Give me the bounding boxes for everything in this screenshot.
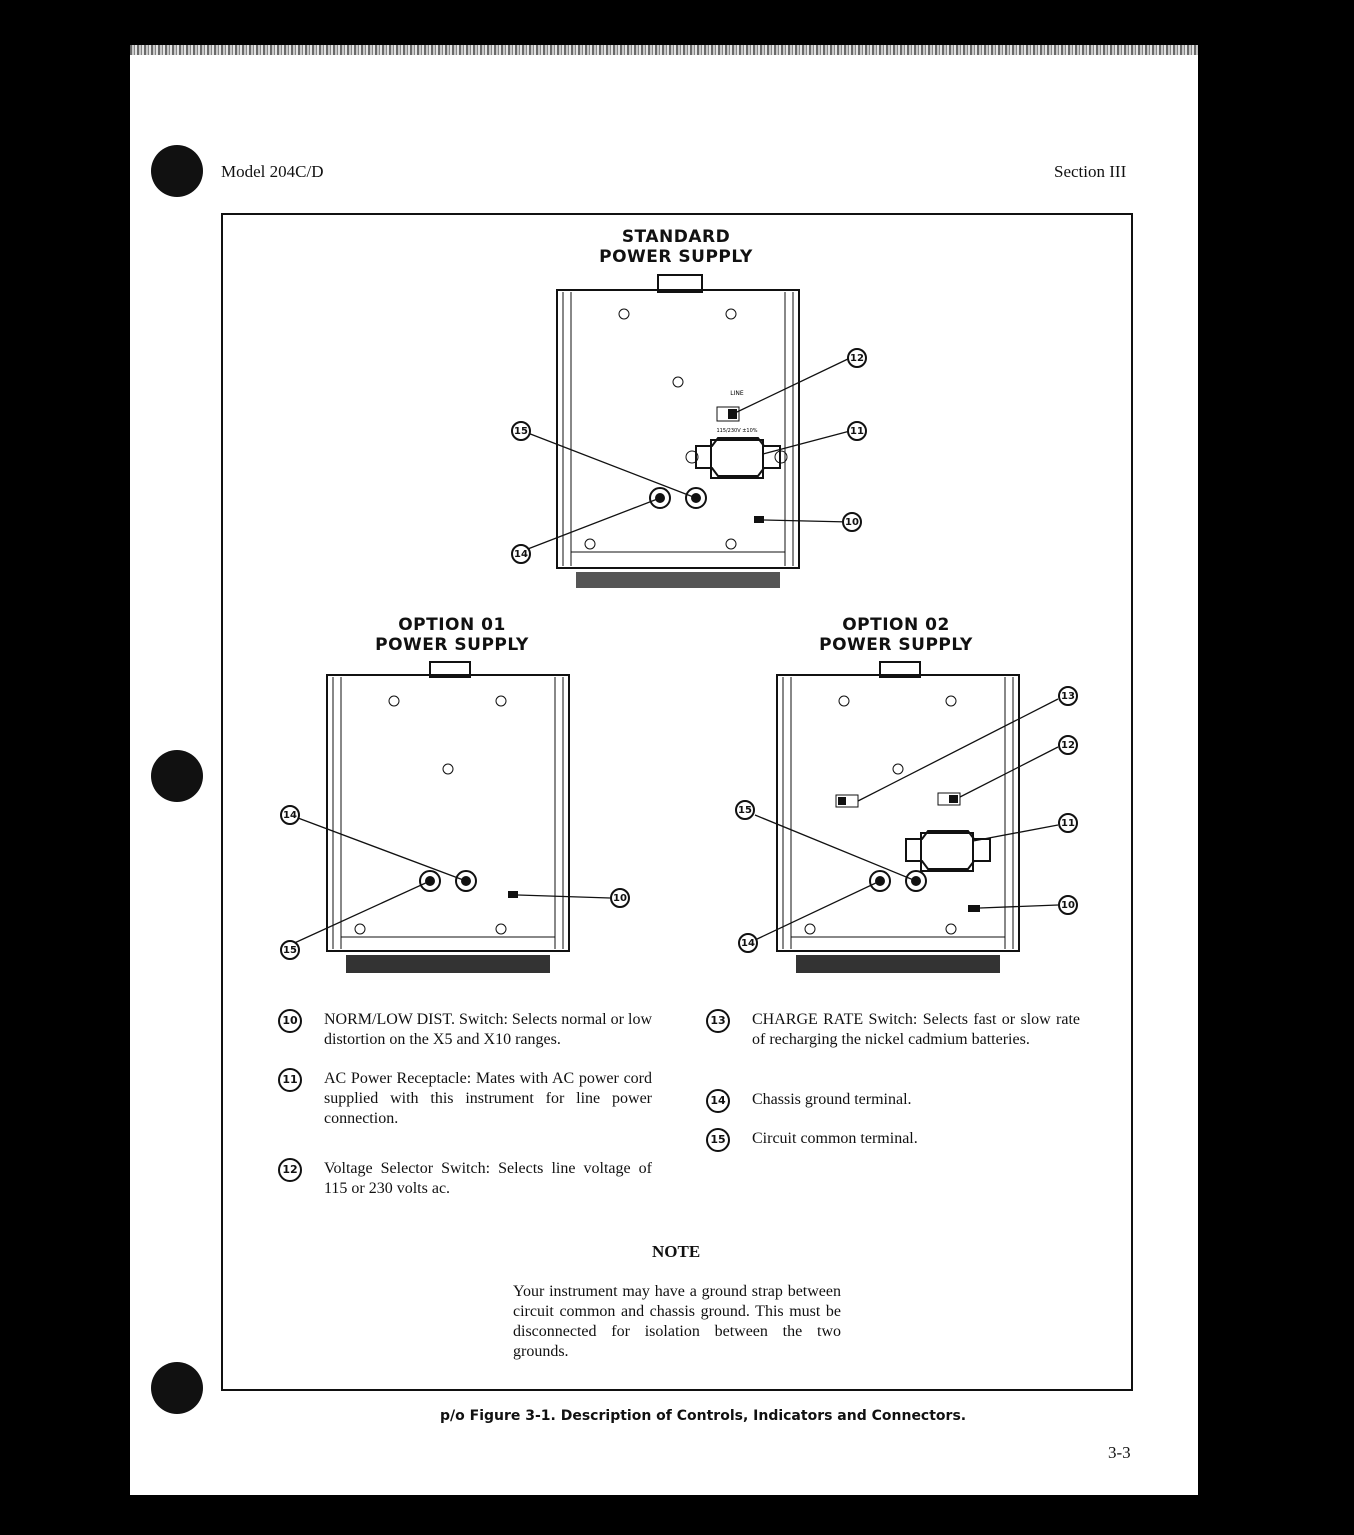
header-model: Model 204C/D [221,162,324,181]
figure-caption: p/o Figure 3-1. Description of Controls, Indicators and Connectors. [440,1408,967,1424]
scan-edge [130,45,1198,55]
description-number: 11 [278,1068,302,1092]
description-text: Circuit common terminal. [752,1130,918,1147]
binder-hole [151,145,203,197]
description-14 [710,1090,1080,1110]
note-text: Your instrument may have a ground strap between circuit common and chassis ground. This must be disconnected for isolation between the two grounds. [513,1283,841,1360]
description-10 [282,1010,652,1050]
standard-callout-15: 15 [511,421,531,441]
page-number: 3-3 [1108,1443,1131,1462]
svg-text:115/230V ±10%: 115/230V ±10% [716,428,758,434]
description-text: Chassis ground terminal. [752,1091,912,1108]
header-section: Section III [1054,162,1127,181]
standard-callout-12: 12 [847,348,867,368]
option01-unit-illustration [270,655,650,985]
description-number: 12 [278,1158,302,1182]
option02-callout-10: 10 [1058,895,1078,915]
option01-callout-14: 14 [280,805,300,825]
standard-callout-10: 10 [842,512,862,532]
description-text: Voltage Selector Switch: Selects line voltage of 115 or 230 volts ac. [324,1160,652,1197]
standard-callout-14: 14 [511,544,531,564]
description-11 [282,1069,652,1129]
option02-callout-15: 15 [735,800,755,820]
option01-title: OPTION 01 POWER SUPPLY [375,615,529,655]
note-title: NOTE [652,1242,701,1261]
description-number: 13 [706,1009,730,1033]
binder-hole [151,1362,203,1414]
option02-callout-12: 12 [1058,735,1078,755]
description-number: 10 [278,1009,302,1033]
description-13 [710,1010,1080,1050]
binder-hole [151,750,203,802]
option01-callout-10: 10 [610,888,630,908]
option02-unit-illustration [720,655,1090,985]
description-text: NORM/LOW DIST. Switch: Selects normal or low distortion on the X5 and X10 ranges. [324,1011,652,1048]
option02-title: OPTION 02 POWER SUPPLY [819,615,973,655]
option02-callout-13: 13 [1058,686,1078,706]
description-number: 15 [706,1128,730,1152]
description-text: AC Power Receptacle: Mates with AC power cord supplied with this instrument for line power connection. [324,1070,652,1127]
description-15 [710,1129,1080,1149]
standard-title: STANDARD POWER SUPPLY [599,227,753,267]
option02-callout-14: 14 [738,933,758,953]
description-12 [282,1159,652,1199]
standard-callout-11: 11 [847,421,867,441]
standard-unit-illustration [500,270,880,600]
description-number: 14 [706,1089,730,1113]
description-text: CHARGE RATE Switch: Selects fast or slow rate of recharging the nickel cadmium batteries. [752,1011,1080,1048]
option02-callout-11: 11 [1058,813,1078,833]
option01-callout-15: 15 [280,940,300,960]
svg-text:LINE: LINE [730,390,744,397]
